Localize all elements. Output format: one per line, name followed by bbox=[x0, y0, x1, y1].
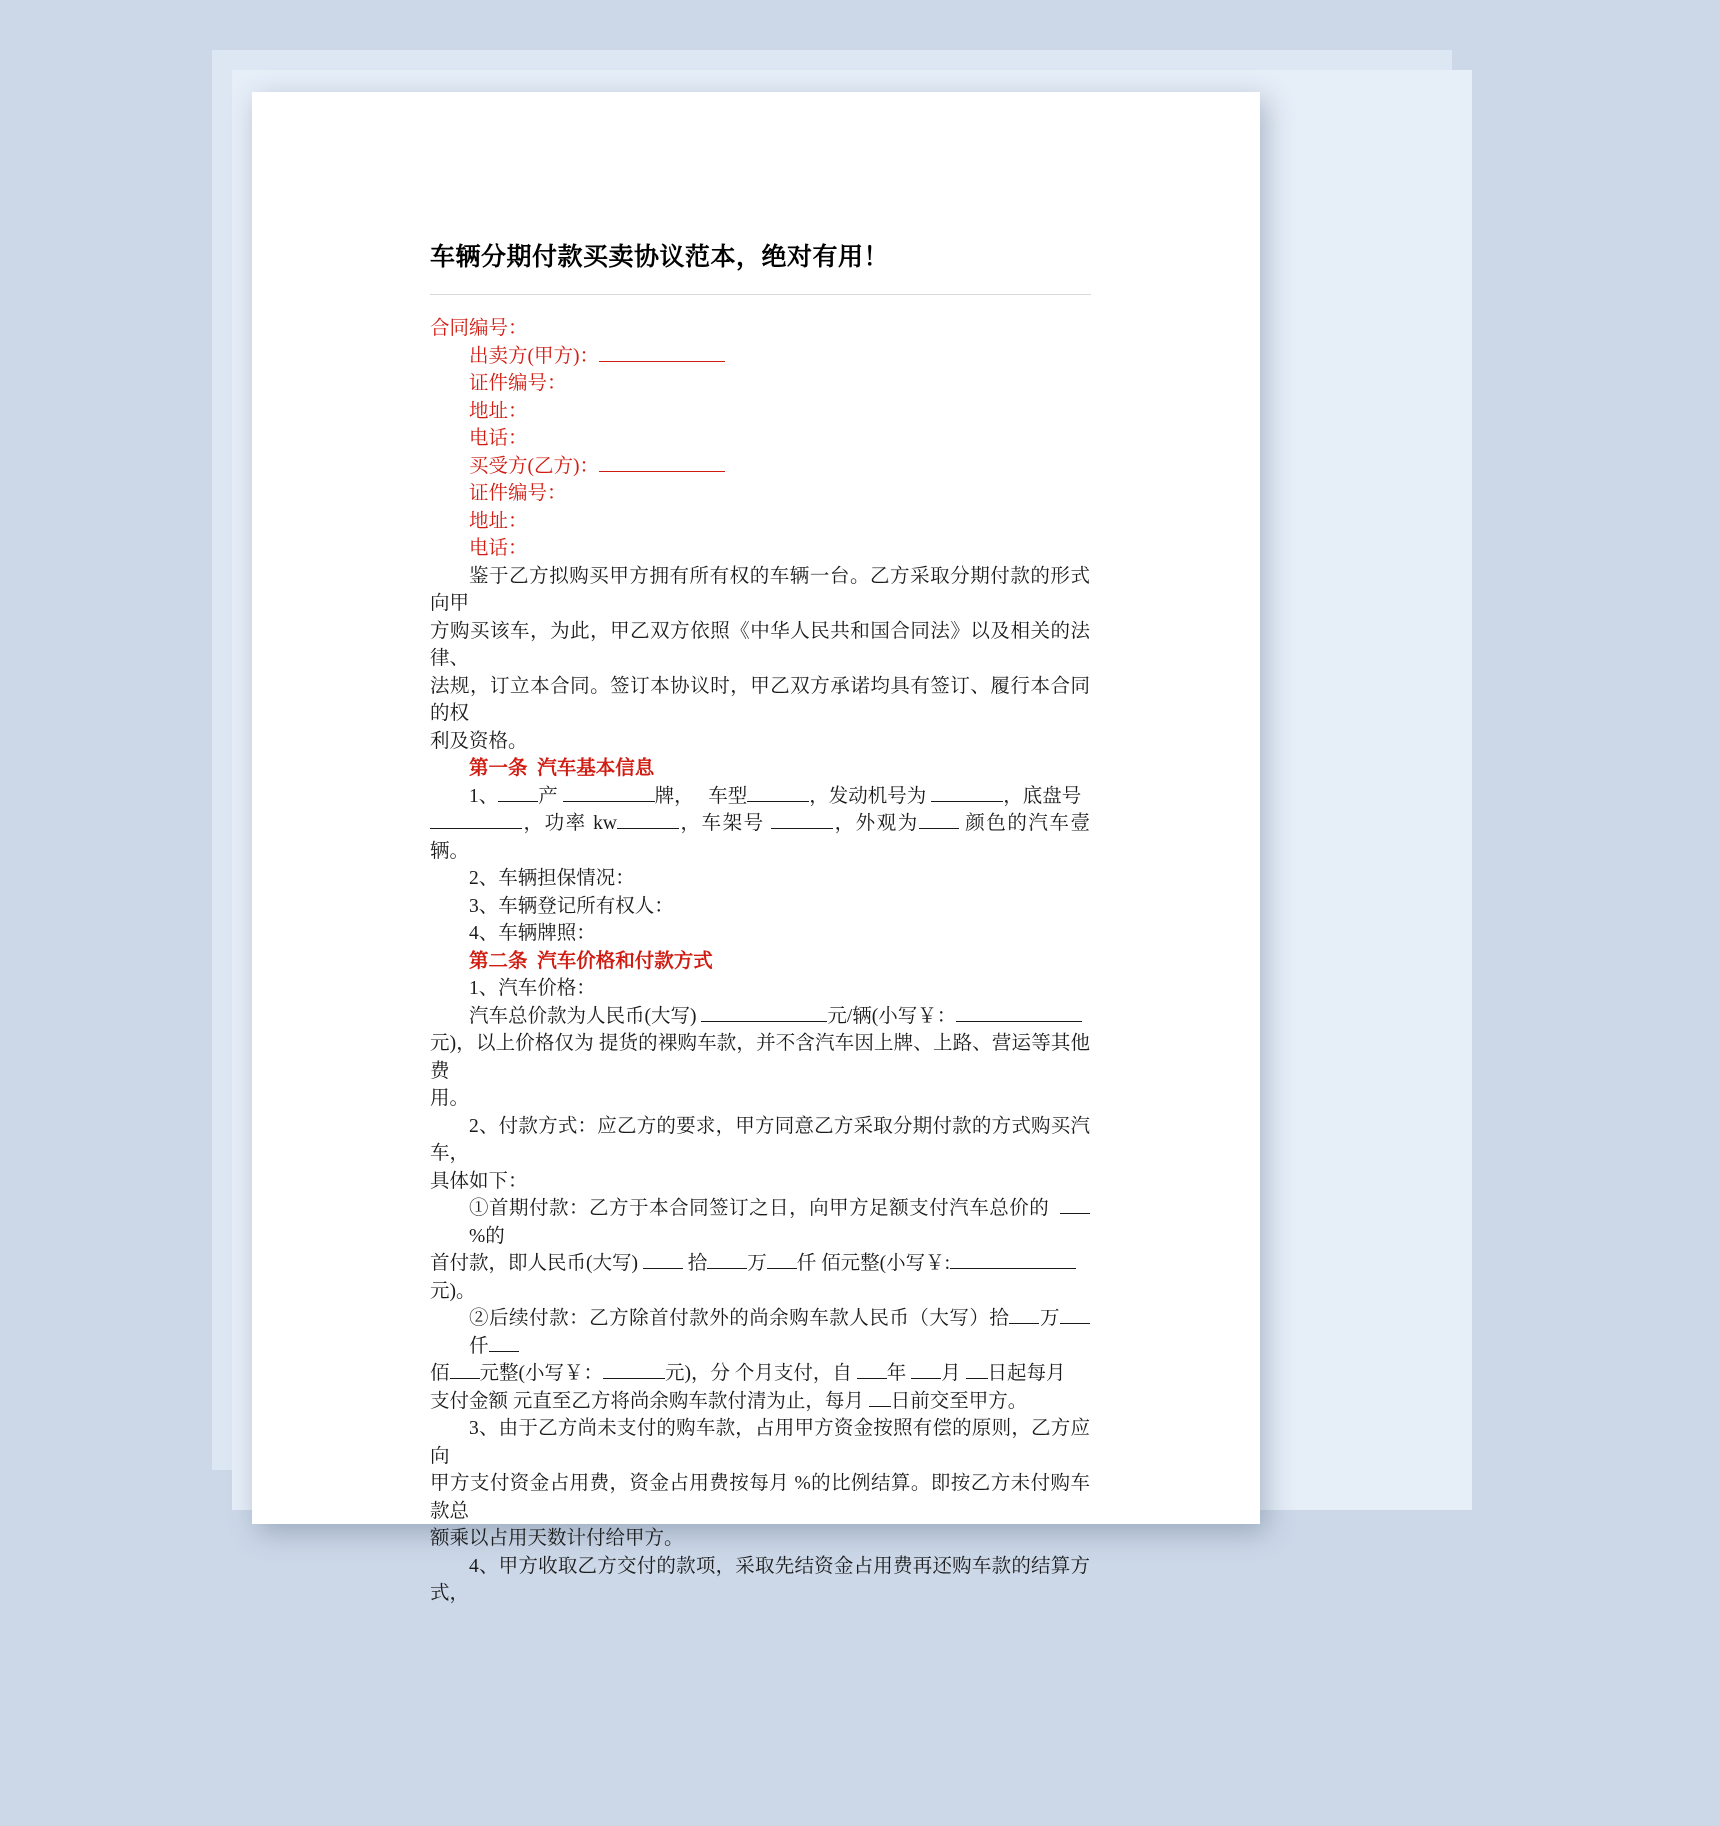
section-2-item-3-line-a: 3、由于乙方尚未支付的购车款，占用甲方资金按照有偿的原则，乙方应向 bbox=[430, 1418, 1090, 1467]
section-2-heading: 第二条 汽车价格和付款方式 bbox=[469, 950, 713, 972]
second-payment-day-label: 日起每月 bbox=[987, 1363, 1066, 1385]
first-payment-lower-blank[interactable] bbox=[950, 1268, 1076, 1269]
second-payment-label: ②后续付款：乙方除首付款外的尚余购车款人民币（大写）拾 bbox=[469, 1308, 1010, 1330]
second-payment-year-label: 年 bbox=[886, 1363, 907, 1385]
model-blank[interactable] bbox=[747, 801, 809, 802]
buyer-blank[interactable] bbox=[599, 471, 725, 472]
second-payment-bai-label: 佰 bbox=[430, 1363, 450, 1385]
first-payment-amount-label: 首付款，即人民币(大写) bbox=[430, 1253, 638, 1275]
origin-blank[interactable] bbox=[498, 801, 538, 802]
first-payment-c-blank[interactable] bbox=[767, 1268, 797, 1269]
first-payment-line-b bbox=[430, 1250, 1090, 1278]
price-line-c: 用。 bbox=[430, 1088, 470, 1110]
section-2-item-3-line-c: 额乘以占用天数计付给甲方。 bbox=[430, 1528, 684, 1550]
appearance-suffix: 颜色的汽车壹辆。 bbox=[430, 813, 1090, 862]
vin-blank[interactable] bbox=[771, 828, 833, 829]
section-1-item-1-line-b bbox=[430, 810, 1090, 865]
price-line-b: 元)，以上价格仅为 提货的裸购车款，并不含汽车因上牌、上路、营运等其他费 bbox=[430, 1033, 1090, 1082]
first-payment-line-c: 元)。 bbox=[430, 1280, 476, 1302]
seller-id-label: 证件编号： bbox=[469, 373, 567, 395]
section-1-item-1-line-a bbox=[430, 783, 1090, 811]
first-payment-qian-label: 仟 佰元整(小写￥: bbox=[796, 1253, 951, 1275]
second-payment-day-blank[interactable] bbox=[966, 1378, 988, 1379]
seller-blank[interactable] bbox=[599, 361, 725, 362]
second-payment-amount-label: 支付金额 元直至乙方将尚余购车款付清为止，每月 bbox=[430, 1390, 864, 1412]
section-1-item-2: 2、车辆担保情况： bbox=[469, 868, 635, 890]
first-payment-shi-label: 拾 bbox=[687, 1253, 708, 1275]
first-payment-percent-blank[interactable] bbox=[1060, 1213, 1090, 1214]
buyer-label: 买受方(乙方)： bbox=[469, 455, 599, 477]
contract-no-label: 合同编号： bbox=[430, 318, 528, 340]
second-payment-months-label: 元)，分 个月支付，自 bbox=[665, 1363, 852, 1385]
total-price-lower-label: 元/辆(小写￥： bbox=[827, 1005, 957, 1027]
second-payment-lower-blank[interactable] bbox=[603, 1378, 665, 1379]
section-1-heading: 第一条 汽车基本信息 bbox=[469, 758, 655, 780]
first-payment-b-blank[interactable] bbox=[707, 1268, 747, 1269]
engine-label: ，发动机号为 bbox=[809, 785, 927, 807]
item-1-number: 1、 bbox=[469, 785, 499, 807]
second-payment-line-b bbox=[430, 1360, 1090, 1388]
buyer-id-label: 证件编号： bbox=[469, 483, 567, 505]
seller-label: 出卖方(甲方)： bbox=[469, 345, 599, 367]
seller-phone-label: 电话： bbox=[469, 428, 528, 450]
seller-address-label: 地址： bbox=[469, 400, 528, 422]
buyer-row bbox=[430, 453, 1090, 481]
first-payment-label: ①首期付款：乙方于本合同签订之日，向甲方足额支付汽车总价的 bbox=[469, 1198, 1050, 1220]
first-payment-percent-suffix: %的 bbox=[469, 1225, 505, 1247]
brand-blank[interactable] bbox=[563, 801, 655, 802]
section-2-item-3-line-b: 甲方支付资金占用费，资金占用费按每月 %的比例结算。即按乙方未付购车款总 bbox=[430, 1473, 1090, 1522]
second-payment-month-label: 月 bbox=[941, 1363, 961, 1385]
title-divider bbox=[430, 294, 1091, 295]
second-payment-year-blank[interactable] bbox=[857, 1378, 887, 1379]
first-payment-wan-label: 万 bbox=[747, 1253, 767, 1275]
buyer-address-label: 地址： bbox=[469, 510, 528, 532]
second-payment-wan-label: 万 bbox=[1039, 1308, 1060, 1330]
second-payment-bai-blank[interactable] bbox=[450, 1378, 480, 1379]
second-payment-line-c bbox=[430, 1388, 1090, 1416]
second-payment-qian-label: 仟 bbox=[469, 1335, 489, 1357]
chassis-blank[interactable] bbox=[430, 828, 522, 829]
buyer-phone-label: 电话： bbox=[469, 538, 528, 560]
document-content bbox=[430, 315, 1090, 1608]
engine-blank[interactable] bbox=[931, 801, 1003, 802]
second-payment-due-blank[interactable] bbox=[869, 1406, 891, 1407]
price-line-a bbox=[430, 1003, 1090, 1031]
power-blank[interactable] bbox=[617, 828, 679, 829]
preamble-line-2: 方购买该车，为此，甲乙双方依照《中华人民共和国合同法》以及相关的法律、 bbox=[430, 620, 1090, 670]
section-2-item-2-line-a: 2、付款方式：应乙方的要求，甲方同意乙方采取分期付款的方式购买汽车， bbox=[430, 1115, 1090, 1165]
second-payment-due-label: 日前交至甲方。 bbox=[890, 1390, 1028, 1412]
seller-row bbox=[430, 343, 1090, 371]
appearance-blank[interactable] bbox=[919, 828, 959, 829]
section-2-item-4-line-a: 4、甲方收取乙方交付的款项，采取先结资金占用费再还购车款的结算方式， bbox=[430, 1555, 1090, 1605]
first-payment-a-blank[interactable] bbox=[643, 1268, 683, 1269]
second-payment-wan-blank[interactable] bbox=[1060, 1323, 1090, 1324]
preamble-line-3: 法规，订立本合同。签订本协议时，甲乙双方承诺均具有签订、履行本合同的权 bbox=[430, 675, 1090, 725]
section-2-item-1: 1、汽车价格： bbox=[469, 978, 596, 1000]
section-2-item-2-line-b: 具体如下： bbox=[430, 1170, 528, 1192]
second-payment-lower-label: 元整(小写￥： bbox=[479, 1363, 604, 1385]
power-label: ，功率 kw bbox=[522, 813, 617, 835]
second-payment-shi-blank[interactable] bbox=[1009, 1323, 1039, 1324]
appearance-label: ，外观为 bbox=[833, 813, 919, 835]
preamble-line-4: 利及资格。 bbox=[430, 730, 528, 752]
total-price-upper-blank[interactable] bbox=[701, 1021, 827, 1022]
page-title: 车辆分期付款买卖协议范本，绝对有用！ bbox=[430, 243, 890, 271]
document-page bbox=[252, 92, 1260, 1605]
second-payment-qian-blank[interactable] bbox=[489, 1351, 519, 1352]
second-payment-line-a bbox=[430, 1305, 1090, 1360]
origin-label: 产 bbox=[538, 785, 558, 807]
chassis-label: ，底盘号 bbox=[1003, 785, 1082, 807]
model-label: 牌， 车型 bbox=[654, 785, 748, 807]
total-price-lower-blank[interactable] bbox=[956, 1021, 1082, 1022]
section-1-item-3: 3、车辆登记所有权人： bbox=[469, 895, 674, 917]
document-body bbox=[430, 242, 1090, 1608]
total-price-label: 汽车总价款为人民币(大写) bbox=[469, 1005, 697, 1027]
first-payment-line-a bbox=[430, 1195, 1090, 1250]
preamble-line-1: 鉴于乙方拟购买甲方拥有所有权的车辆一台。乙方采取分期付款的形式向甲 bbox=[430, 565, 1090, 615]
second-payment-month-blank[interactable] bbox=[911, 1378, 941, 1379]
vin-label: ，车架号 bbox=[678, 813, 765, 835]
section-1-item-4: 4、车辆牌照： bbox=[469, 923, 596, 945]
